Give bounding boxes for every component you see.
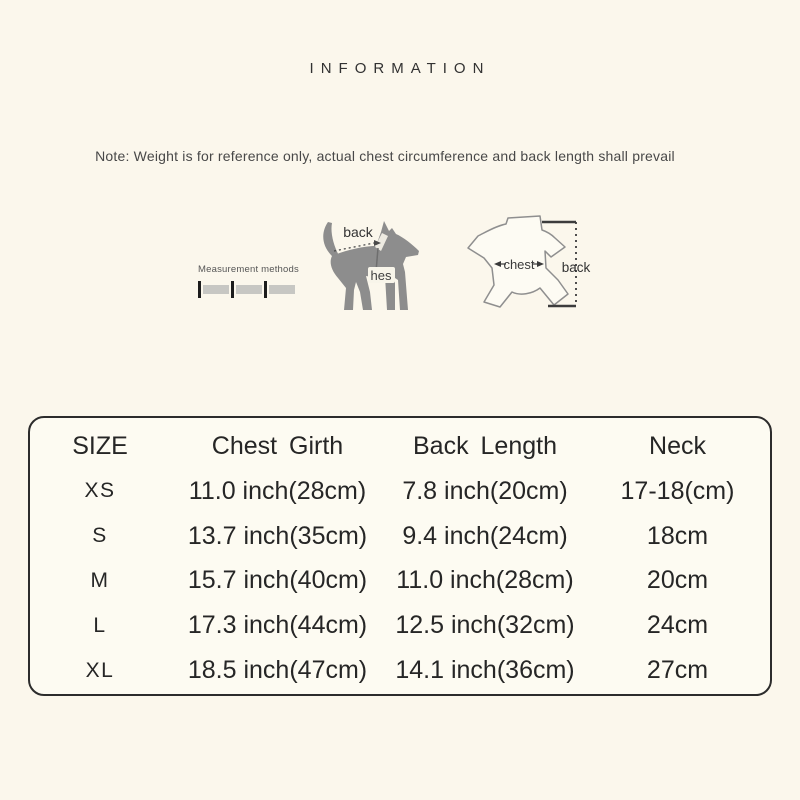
garment-back-label: back xyxy=(561,260,591,275)
table-header-row xyxy=(30,423,770,469)
measurement-methods-label: Measurement methods xyxy=(198,264,299,275)
cell-back-length: 12.5 inch(32cm) xyxy=(395,611,575,640)
note-text: Note: Weight is for reference only, actual chest circumference and back length shall prevail xyxy=(95,148,675,164)
cell-chest-girth: 18.5 inch(47cm) xyxy=(187,656,368,685)
cell-size: S xyxy=(92,524,108,548)
page-title: INFORMATION xyxy=(309,60,491,77)
garment-outline-icon xyxy=(448,210,598,322)
header-size: SIZE xyxy=(72,431,128,460)
cell-size: XS xyxy=(84,479,116,503)
cell-back-length: 11.0 inch(28cm) xyxy=(396,566,574,595)
cell-size: M xyxy=(90,568,110,592)
header-neck: Neck xyxy=(649,431,706,460)
cell-neck: 24cm xyxy=(646,611,709,640)
table-row xyxy=(30,514,770,559)
cell-neck: 17-18(cm) xyxy=(620,476,735,505)
cell-chest-girth: 15.7 inch(40cm) xyxy=(187,566,368,595)
cell-neck: 18cm xyxy=(646,521,709,550)
cell-chest-girth: 11.0 inch(28cm) xyxy=(188,476,367,505)
cell-back-length: 7.8 inch(20cm) xyxy=(402,476,568,505)
garment-chest-label: chest xyxy=(503,257,535,272)
dog-chest-label: hes xyxy=(370,268,392,283)
header-chest-girth: Chest Girth xyxy=(211,431,344,460)
table-row xyxy=(30,648,770,693)
cell-chest-girth: 13.7 inch(35cm) xyxy=(187,521,368,550)
table-row xyxy=(30,559,770,604)
table-row xyxy=(30,469,770,514)
dog-silhouette-icon xyxy=(318,220,430,320)
measurement-methods-block xyxy=(198,264,316,298)
header-back-length: Back Length xyxy=(413,431,557,460)
measuring-tape-icon xyxy=(198,281,316,298)
dog-back-label: back xyxy=(343,224,373,240)
cell-chest-girth: 17.3 inch(44cm) xyxy=(187,611,368,640)
cell-size: XL xyxy=(85,658,115,682)
cell-back-length: 9.4 inch(24cm) xyxy=(402,521,568,550)
size-table xyxy=(28,416,772,696)
cell-neck: 27cm xyxy=(646,656,709,685)
cell-neck: 20cm xyxy=(646,566,709,595)
cell-size: L xyxy=(93,613,107,637)
cell-back-length: 14.1 inch(36cm) xyxy=(395,656,575,685)
table-row xyxy=(30,603,770,648)
